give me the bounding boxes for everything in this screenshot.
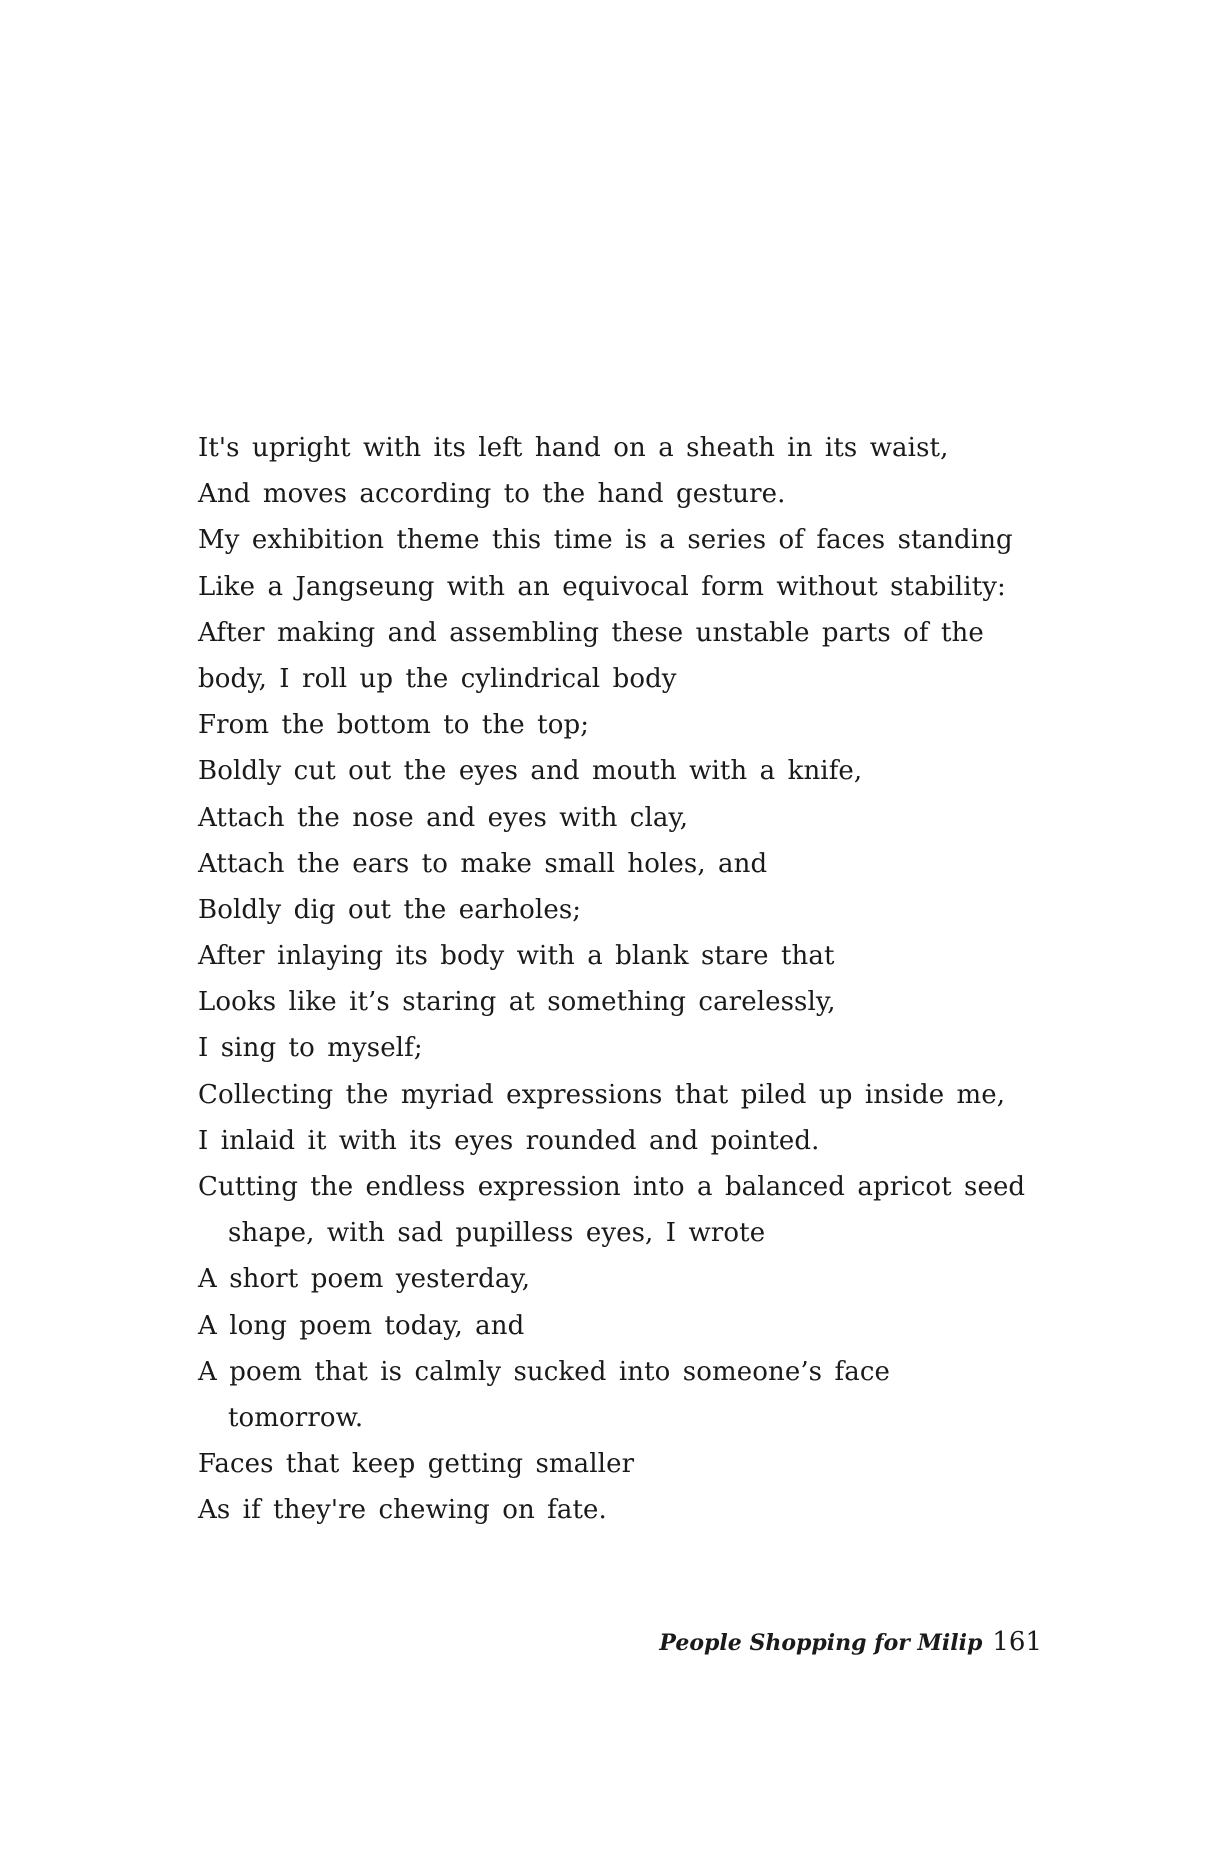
poem-line: body, I roll up the cylindrical body bbox=[198, 663, 677, 694]
poem-line: Attach the ears to make small holes, and bbox=[198, 848, 768, 879]
page-number: 161 bbox=[992, 1627, 1042, 1657]
poem-line: Faces that keep getting smaller bbox=[198, 1449, 635, 1480]
poem-line: Collecting the myriad expressions that piled up inside me, bbox=[198, 1079, 1006, 1110]
running-title: People Shopping for Milip bbox=[659, 1630, 983, 1656]
poem-line: Boldly cut out the eyes and mouth with a knife, bbox=[198, 756, 863, 787]
poem-line: Attach the nose and eyes with clay, bbox=[198, 802, 689, 833]
poem-line: Cutting the endless expression into a balanced apricot seed bbox=[198, 1172, 1026, 1202]
poem-line: As if they're chewing on fate. bbox=[198, 1495, 607, 1526]
poem-line: Looks like it’s staring at something carelessly, bbox=[198, 987, 836, 1018]
poem-line: A poem that is calmly sucked into someone’s face bbox=[198, 1356, 890, 1387]
poem-line: I sing to myself; bbox=[198, 1033, 423, 1064]
poem-line-continuation: tomorrow. bbox=[228, 1402, 364, 1433]
poem-line: A long poem today, and bbox=[198, 1310, 525, 1341]
page-footer bbox=[659, 1627, 1042, 1657]
poem-line: And moves according to the hand gesture. bbox=[198, 479, 786, 510]
poem-line: A short poem yesterday, bbox=[198, 1264, 531, 1295]
poem-line: After inlaying its body with a blank stare that bbox=[198, 941, 835, 972]
poem-line: I inlaid it with its eyes rounded and pointed. bbox=[198, 1125, 820, 1156]
poem-text bbox=[198, 425, 1078, 1534]
poem-line: Like a Jangseung with an equivocal form without stability: bbox=[198, 571, 1006, 602]
poem-line: After making and assembling these unstable parts of the bbox=[198, 617, 984, 648]
poem-line: My exhibition theme this time is a series of faces standing bbox=[198, 525, 1013, 556]
poem-line-continuation: shape, with sad pupilless eyes, I wrote bbox=[228, 1218, 766, 1249]
poem-line: From the bottom to the top; bbox=[198, 710, 590, 741]
poem-line: It's upright with its left hand on a sheath in its waist, bbox=[198, 433, 949, 463]
poem-line: Boldly dig out the earholes; bbox=[198, 894, 582, 925]
